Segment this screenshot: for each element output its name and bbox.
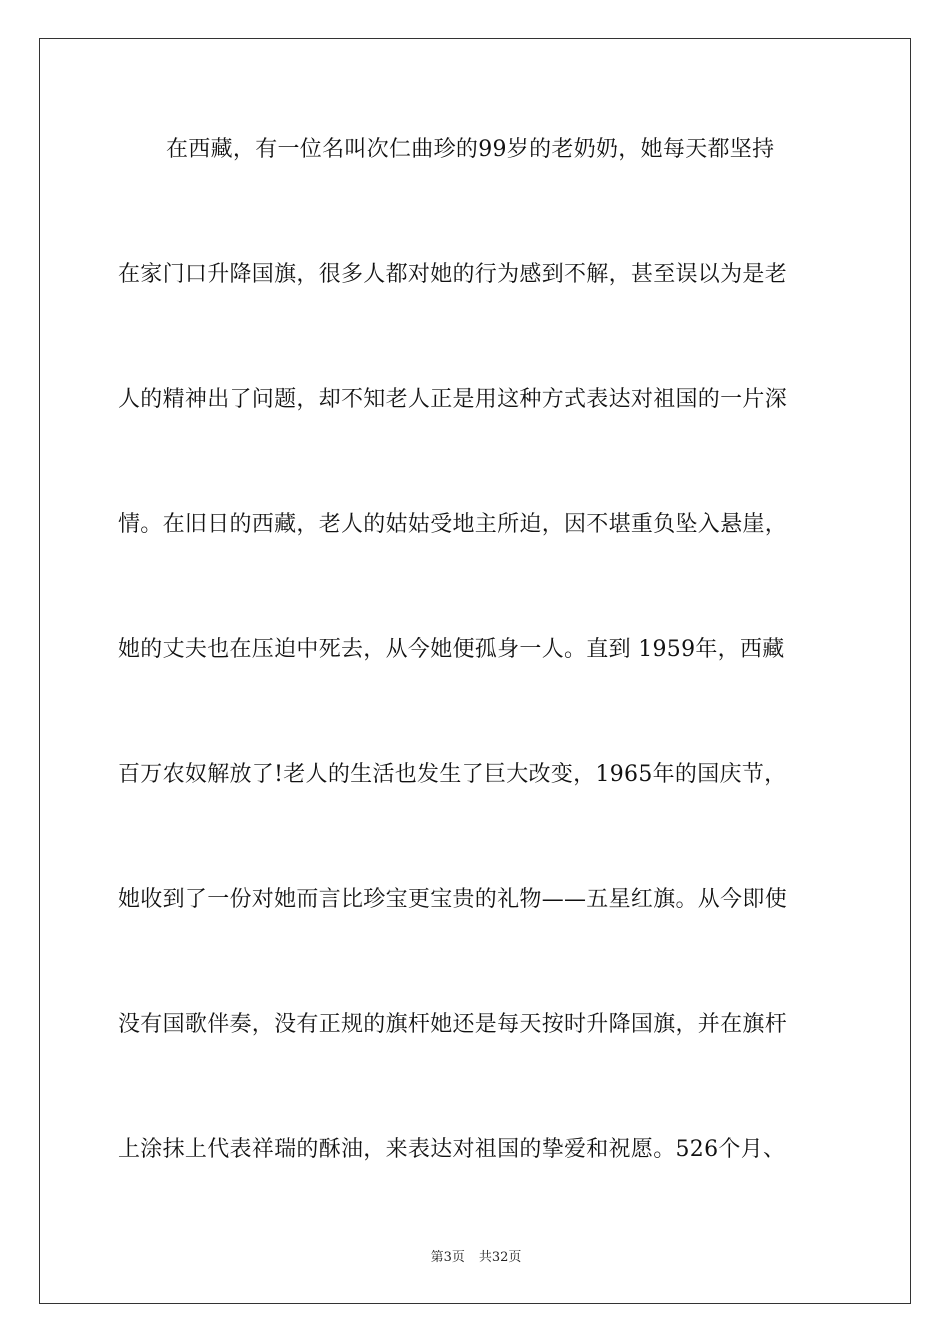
text-line-5: 她的丈夫也在压迫中死去，从今她便孤身一人。直到 1959年，西藏 [118,637,785,662]
page-total: 共32页 [478,1250,522,1265]
text-line-3: 人的精神出了问题，却不知老人正是用这种方式表达对祖国的一片深 [118,387,788,412]
text-line-7: 她收到了一份对她而言比珍宝更宝贵的礼物——五星红旗。从今即使 [118,887,788,912]
text-line-8: 没有国歌伴奏，没有正规的旗杆她还是每天按时升降国旗，并在旗杆 [118,1012,788,1037]
page-frame [39,38,911,1304]
text-line-9: 上涂抹上代表祥瑞的酥油，来表达对祖国的挚爱和祝愿。526个月、 [118,1137,786,1162]
text-line-2: 在家门口升降国旗，很多人都对她的行为感到不解，甚至误以为是老 [118,262,788,287]
text-line-6: 百万农奴解放了!老人的生活也发生了巨大改变，1965年的国庆节， [118,762,787,787]
text-line-4: 情。在旧日的西藏，老人的姑姑受地主所迫，因不堪重负坠入悬崖， [118,512,788,537]
page-number: 第3页 [430,1250,465,1265]
page-footer [40,1249,912,1267]
text-line-1: 在西藏，有一位名叫次仁曲珍的99岁的老奶奶，她每天都坚持 [166,137,775,162]
